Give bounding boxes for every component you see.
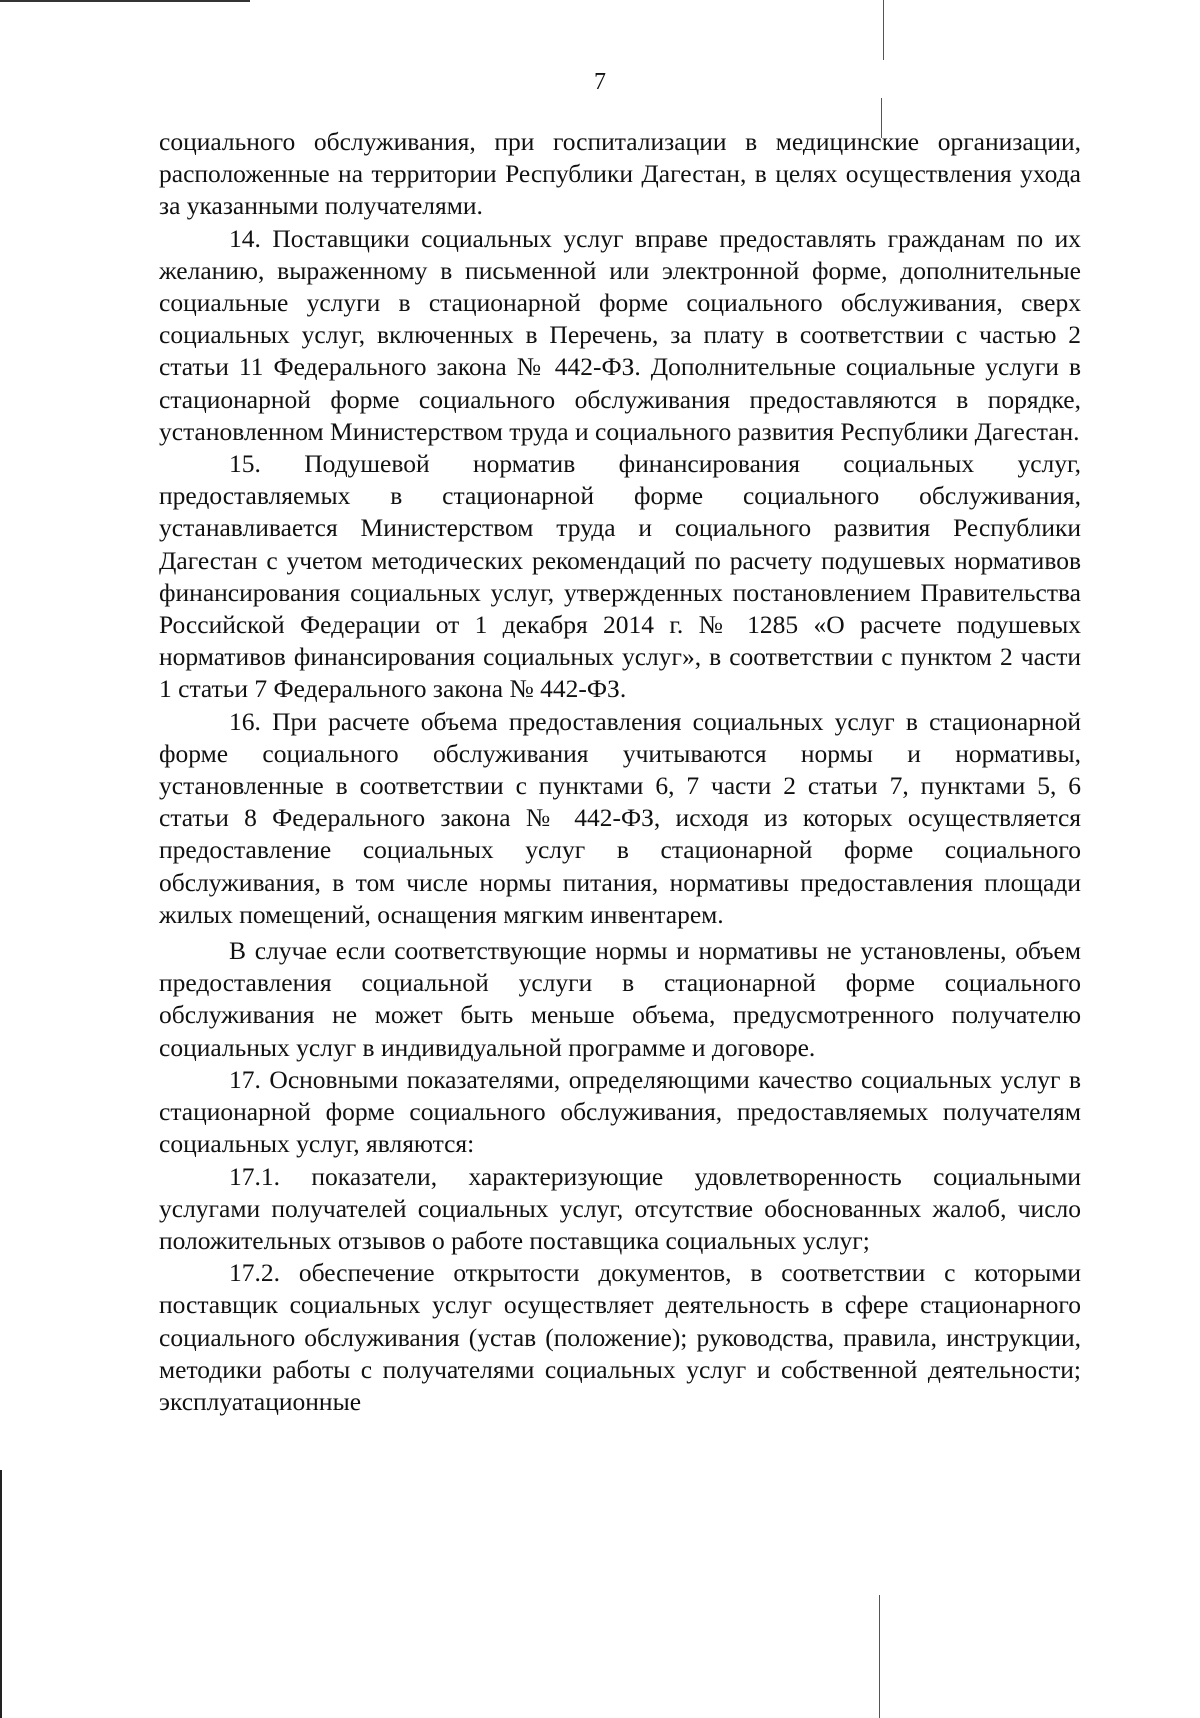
- paragraph-17-1: 17.1. показатели, характеризующие удовлетворенность социальными услугами получателей социальных услуг, отсутствие обоснованных жалоб, число положительных отзывов о работе поставщика социальных услуг;: [159, 1161, 1081, 1255]
- scan-margin-mark: [0, 1470, 2, 1718]
- paragraph-continuation: социального обслуживания, при госпитализации в медицинские организации, расположенные на территории Республики Дагестан, в целях осуществления ухода за указанными получателями.: [159, 127, 1081, 221]
- paragraph-16: 16. При расчете объема предоставления социальных услуг в стационарной форме социального обслуживания учитываются нормы и нормативы, установленные в соответствии с пунктами 6, 7 части 2 статьи 7, пунктами 5, 6 статьи 8 Федерального закона № 442-ФЗ, исходя из которых осуществляется предоставление социальных услуг в стационарной форме социального обслуживания, в том числе нормы питания, нормативы предоставления площади жилых помещений, оснащения мягким инвентарем.: [159, 706, 1081, 929]
- document-body: [159, 126, 1081, 1418]
- scan-margin-mark: [879, 1595, 880, 1718]
- paragraph-14: 14. Поставщики социальных услуг вправе предоставлять гражданам по их желанию, выраженному в письменной или электронной форме, дополнительные социальные услуги в стационарной форме социального обслуживания, сверх социальных услуг, включенных в Перечень, за плату в соответствии с частью 2 статьи 11 Федерального закона № 442-ФЗ. Дополнительные социальные услуги в стационарной форме социального обслуживания предоставляются в порядке, установленном Министерством труда и социального развития Республики Дагестан.: [159, 223, 1081, 446]
- scan-margin-mark: [883, 0, 884, 60]
- paragraph-16-norms: В случае если соответствующие нормы и нормативы не установлены, объем предоставления социальной услуги в стационарной форме социального обслуживания не может быть меньше объема, предусмотренного получателю социальных услуг в индивидуальной программе и договоре.: [159, 936, 1081, 1062]
- paragraph-15: 15. Подушевой норматив финансирования социальных услуг, предоставляемых в стационарной форме социального обслуживания, устанавливается Министерством труда и социального развития Республики Дагестан с учетом методических рекомендаций по расчету подушевых нормативов финансирования социальных услуг, утвержденных постановлением Правительства Российской Федерации от 1 декабря 2014 г. № 1285 «О расчете подушевых нормативов финансирования социальных услуг», в соответствии с пунктом 2 части 1 статьи 7 Федерального закона № 442-ФЗ.: [159, 449, 1081, 704]
- paragraph-17-2: 17.2. обеспечение открытости документов, в соответствии с которыми поставщик социальных услуг осуществляет деятельность в сфере стационарного социального обслуживания (устав (положение); руководства, правила, инструкции, методики работы с получателями социальных услуг и собственной деятельности; эксплуатационные: [159, 1258, 1081, 1416]
- page-number: 7: [594, 69, 606, 95]
- scan-edge-line: [0, 0, 250, 2]
- paragraph-17: 17. Основными показателями, определяющими качество социальных услуг в стационарной форме социального обслуживания, предоставляемых получателям социальных услуг, являются:: [159, 1064, 1081, 1159]
